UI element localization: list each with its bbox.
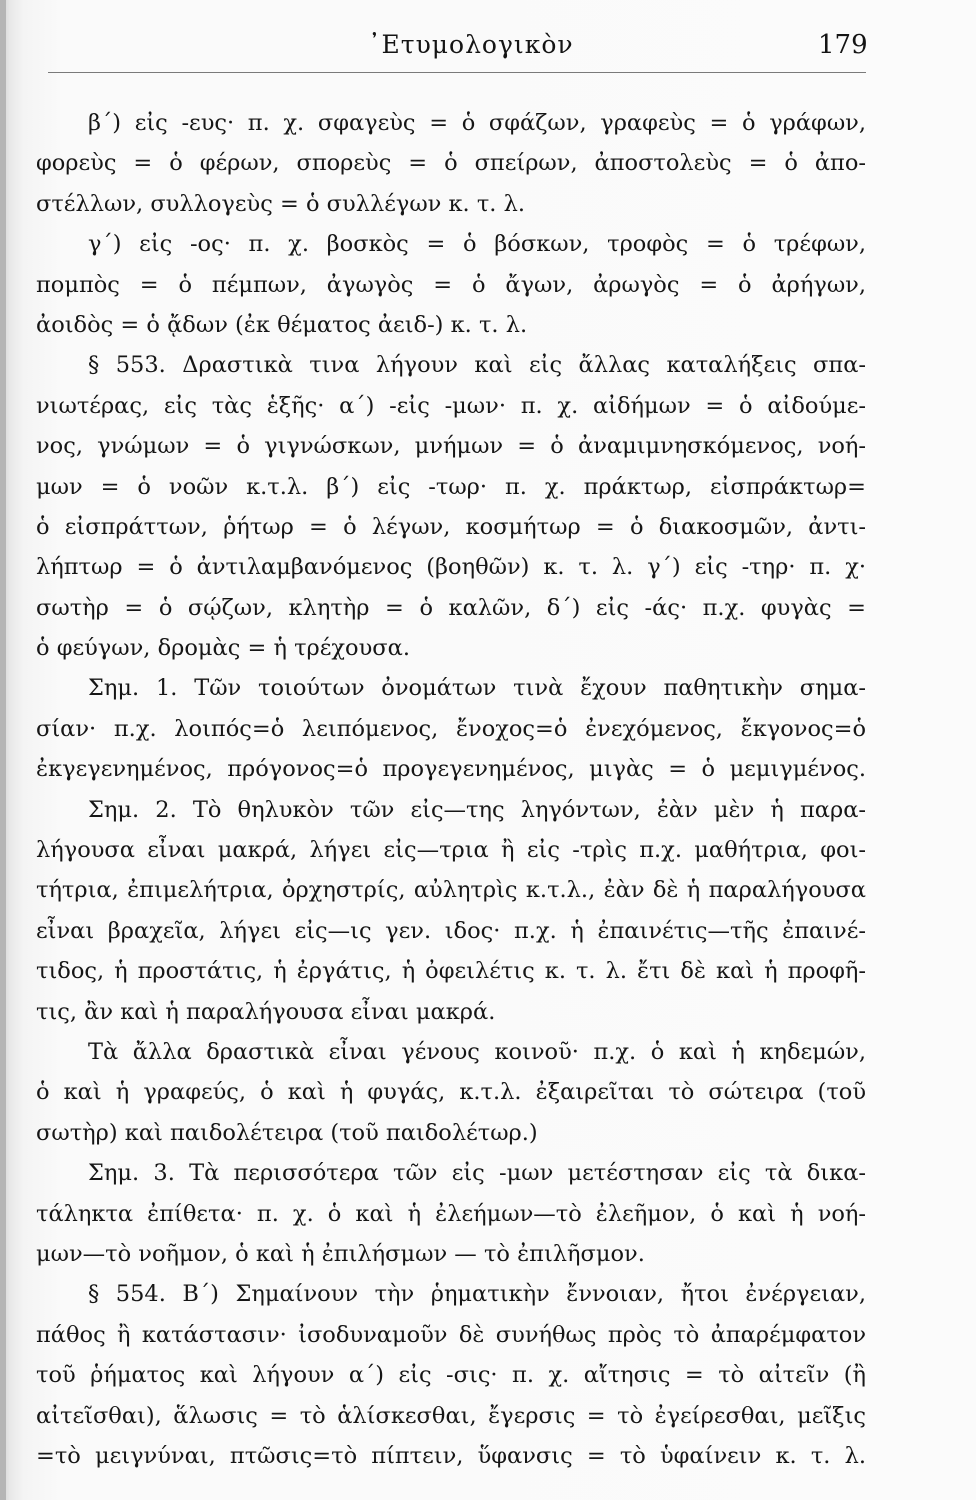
text-line: =τὸ μειγνύναι, πτῶσις=τὸ πίπτειν, ὕφανσις = τὸ ὑφαίνειν κ. τ. λ. (36, 1442, 866, 1469)
text-line: πομπὸς = ὁ πέμπων, ἀγωγὸς = ὁ ἄγων, ἀρωγὸς = ὁ ἀρήγων, (36, 271, 866, 298)
body-text (36, 103, 866, 1476)
text-line: § 553. Δραστικὰ τινα λήγουν καὶ εἰς ἄλλας καταλήξεις σπα- (88, 352, 866, 379)
page-number: 179 (818, 30, 868, 60)
text-line: ὁ φεύγων, δρομὰς = ἡ τρέχουσα. (36, 635, 410, 662)
text-line: ἀοιδὸς = ὁ ᾄδων (ἐκ θέματος ἀειδ-) κ. τ. λ. (36, 311, 528, 338)
text-line: ὁ εἰσπράττων, ῥήτωρ = ὁ λέγων, κοσμήτωρ = ὁ διακοσμῶν, ἀντι- (36, 513, 866, 540)
text-line: ἐκγεγενημένος, πρόγονος=ὁ προγεγενημένος, μιγὰς = ὁ μεμιγμένος. (36, 756, 866, 783)
text-line: λήγουσα εἶναι μακρά, λήγει εἰς—τρια ἢ εἰς -τρὶς π.χ. μαθήτρια, φοι- (36, 837, 866, 864)
text-line: σίαν· π.χ. λοιπός=ὁ λειπόμενος, ἔνοχος=ὁ ἐνεχόμενος, ἔκγονος=ὁ (36, 715, 866, 742)
text-line: § 554. Β΄) Σημαίνουν τὴν ῥηματικὴν ἔννοιαν, ἤτοι ἐνέργειαν, (88, 1281, 866, 1308)
text-line: στέλλων, συλλογεὺς = ὁ συλλέγων κ. τ. λ. (36, 190, 526, 217)
text-line: νος, γνώμων = ὁ γιγνώσκων, μνήμων = ὁ ἀναμιμνησκόμενος, νοή- (36, 433, 866, 460)
text-line: σωτὴρ) καὶ παιδολέτειρα (τοῦ παιδολέτωρ.) (36, 1119, 538, 1146)
page-spine-shadow (0, 0, 6, 1500)
text-line: φορεὺς = ὁ φέρων, σπορεὺς = ὁ σπείρων, ἀποστολεὺς = ὁ ἀπο- (36, 150, 866, 177)
text-line: αἰτεῖσθαι), ἅλωσις = τὸ ἁλίσκεσθαι, ἔγερσις = τὸ ἐγείρεσθαι, μεῖξις (36, 1402, 866, 1429)
header-rule (48, 72, 866, 73)
text-line: Τὰ ἄλλα δραστικὰ εἶναι γένους κοινοῦ· π.χ. ὁ καὶ ἡ κηδεμών, (88, 1038, 866, 1065)
text-line: μων = ὁ νοῶν κ.τ.λ. β΄) εἰς -τωρ· π. χ. πράκτωρ, εἰσπράκτωρ= (36, 473, 866, 500)
text-line: ὁ καὶ ἡ γραφεύς, ὁ καὶ ἡ φυγάς, κ.τ.λ. ἐξαιρεῖται τὸ σώτειρα (τοῦ (36, 1079, 866, 1106)
text-line: τιδος, ἡ προστάτις, ἡ ἐργάτις, ἡ ὀφειλέτις κ. τ. λ. ἔτι δὲ καὶ ἡ προφῆ- (36, 958, 866, 985)
text-line: β΄) εἰς -ευς· π. χ. σφαγεὺς = ὁ σφάζων, γραφεὺς = ὁ γράφων, (88, 110, 866, 136)
text-line: Σημ. 3. Τὰ περισσότερα τῶν εἰς -μων μετέστησαν εἰς τὰ δικα- (88, 1160, 866, 1187)
running-head (0, 30, 976, 70)
running-title: ᾿Ετυμολογικὸν (368, 30, 574, 59)
text-line: Σημ. 2. Τὸ θηλυκὸν τῶν εἰς—της ληγόντων, ἐὰν μὲν ἡ παρα- (88, 796, 866, 823)
text-line: εἶναι βραχεῖα, λήγει εἰς—ις γεν. ιδος· π.χ. ἡ ἐπαινέτις—τῆς ἐπαινέ- (36, 917, 866, 944)
text-line: γ΄) εἰς -ος· π. χ. βοσκὸς = ὁ βόσκων, τροφὸς = ὁ τρέφων, (88, 231, 866, 258)
text-line: τήτρια, ἐπιμελήτρια, ὀρχηστρίς, αὐλητρὶς κ.τ.λ., ἐὰν δὲ ἡ παραλήγουσα (36, 877, 866, 904)
text-line: νιωτέρας, εἰς τὰς ἑξῆς· α΄) -εἰς -μων· π. χ. αἰδήμων = ὁ αἰδούμε- (36, 392, 866, 419)
text-line: μων—τὸ νοῆμον, ὁ καὶ ἡ ἐπιλήσμων — τὸ ἐπιλῆσμον. (36, 1240, 645, 1267)
text-line: πάθος ἢ κατάστασιν· ἰσοδυναμοῦν δὲ συνήθως πρὸς τὸ ἀπαρέμφατον (36, 1321, 866, 1348)
text-line: τοῦ ῥήματος καὶ λήγουν α΄) εἰς -σις· π. χ. αἴτησις = τὸ αἰτεῖν (ἢ (36, 1362, 866, 1389)
text-line: λήπτωρ = ὁ ἀντιλαμβανόμενος (βοηθῶν) κ. τ. λ. γ΄) εἰς -τηρ· π. χ· (36, 554, 866, 581)
text-line: Σημ. 1. Τῶν τοιούτων ὀνομάτων τινὰ ἔχουν παθητικὴν σημα- (88, 675, 866, 702)
text-line: τις, ἂν καὶ ἡ παραλήγουσα εἶναι μακρά. (36, 998, 496, 1025)
text-line: τάληκτα ἐπίθετα· π. χ. ὁ καὶ ἡ ἐλεήμων—τὸ ἐλεῆμον, ὁ καὶ ἡ νοή- (36, 1200, 866, 1227)
text-line: σωτὴρ = ὁ σῴζων, κλητὴρ = ὁ καλῶν, δ΄) εἰς -άς· π.χ. φυγὰς = (36, 594, 866, 621)
